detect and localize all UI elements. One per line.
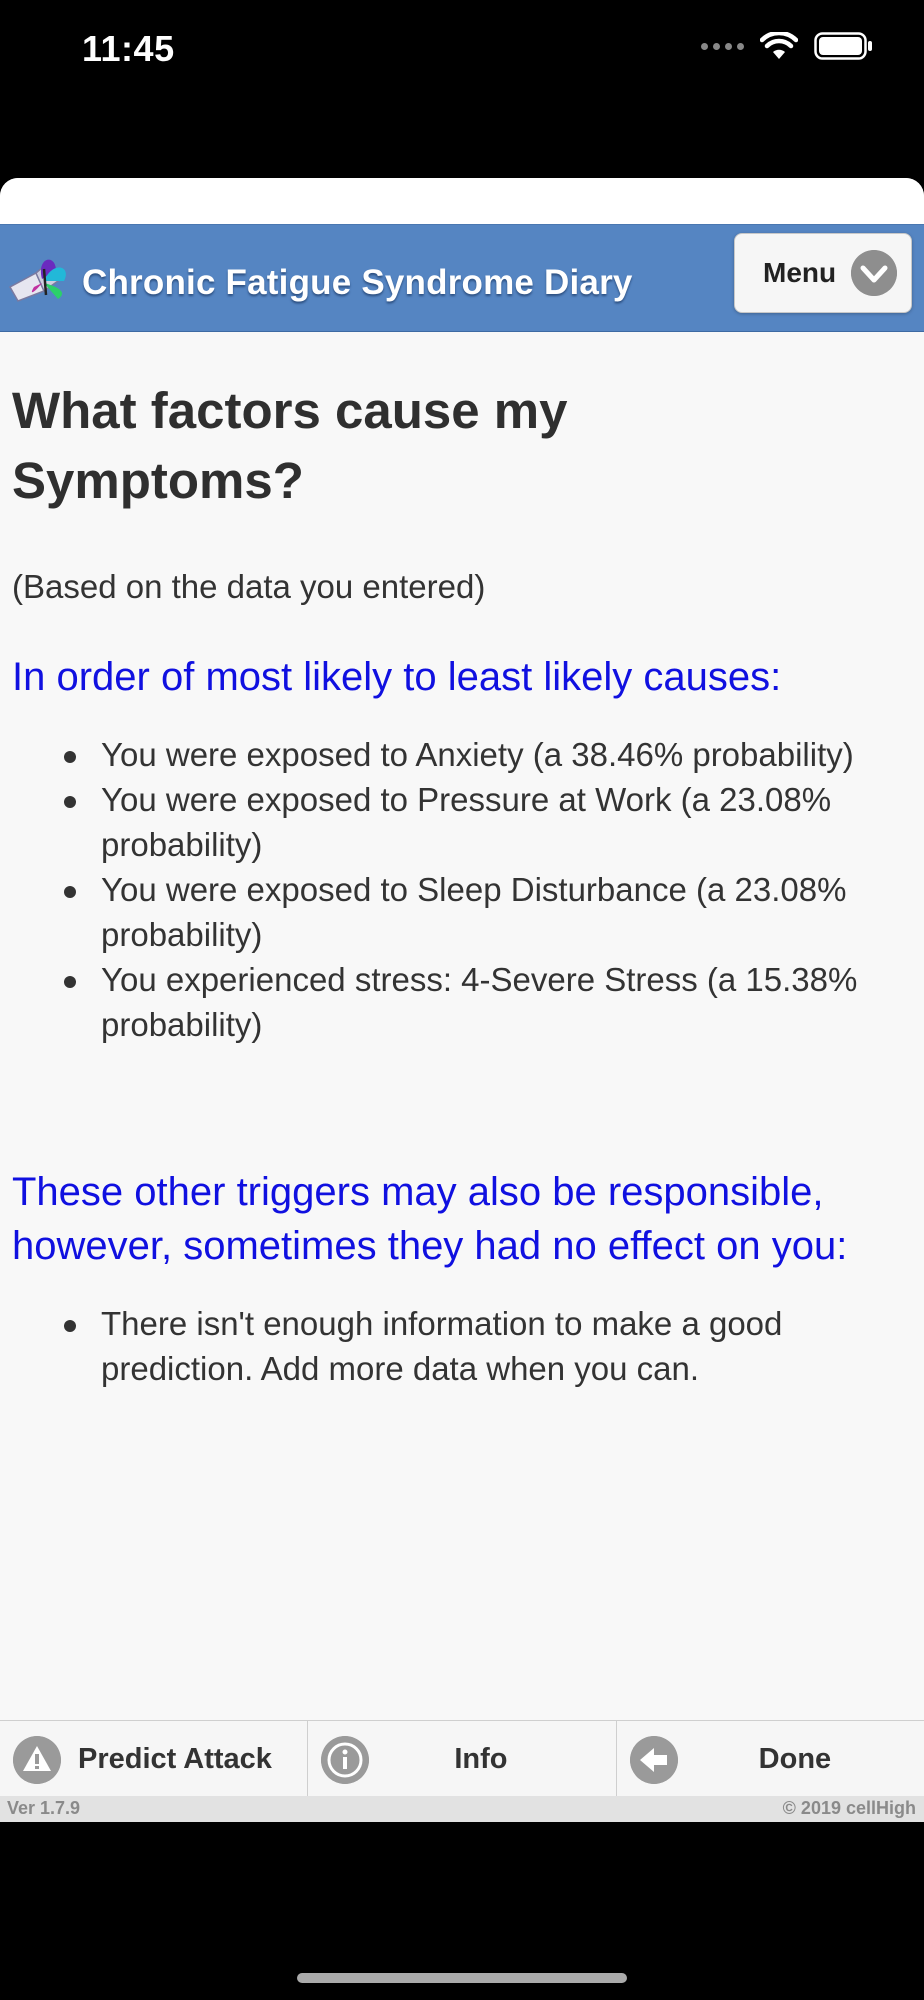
list-item: You experienced stress: 4-Severe Stress (a 15.38% probability) <box>12 957 912 1047</box>
app-sheet <box>0 178 924 1822</box>
page-title: What factors cause my Symptoms? <box>12 382 568 509</box>
footer-toolbar <box>0 1720 924 1797</box>
version-text: Ver 1.7.9 <box>7 1798 81 1818</box>
app-title: Chronic Fatigue Syndrome Diary <box>82 263 633 302</box>
status-time: 11:45 <box>82 28 175 69</box>
done-button[interactable] <box>617 1721 924 1797</box>
info-button[interactable] <box>308 1721 616 1797</box>
menu-button[interactable] <box>734 233 912 313</box>
other-triggers-heading: These other triggers may also be responsible, however, sometimes they had no effect on you: <box>12 1170 848 1268</box>
home-indicator[interactable] <box>297 1973 627 1983</box>
other-triggers-section <box>12 1165 912 1391</box>
predict-attack-label: Predict Attack <box>78 1743 272 1775</box>
status-icons <box>701 32 874 60</box>
info-label: Info <box>454 1743 508 1775</box>
version-bar <box>0 1796 924 1822</box>
page-subtitle: (Based on the data you entered) <box>12 568 486 605</box>
other-triggers-list <box>12 1301 912 1391</box>
likely-causes-heading: In order of most likely to least likely causes: <box>12 655 782 699</box>
done-label: Done <box>758 1743 832 1775</box>
sheet-top-strip <box>0 178 924 224</box>
app-header <box>0 224 924 332</box>
info-icon <box>321 1736 369 1784</box>
cellular-signal-icon <box>701 43 744 50</box>
list-item: You were exposed to Pressure at Work (a 23.08% probability) <box>12 777 912 867</box>
predict-attack-button[interactable] <box>0 1721 308 1797</box>
chevron-down-icon <box>851 250 897 296</box>
list-item: You were exposed to Sleep Disturbance (a 23.08% probability) <box>12 867 912 957</box>
menu-label: Menu <box>763 257 837 288</box>
copyright-text: © 2019 cellHigh <box>782 1798 916 1818</box>
warning-icon <box>13 1736 61 1784</box>
wifi-icon <box>760 32 798 60</box>
back-arrow-icon <box>630 1736 678 1784</box>
main-content <box>12 376 912 1391</box>
list-item: You were exposed to Anxiety (a 38.46% probability) <box>12 732 912 777</box>
butterfly-logo-icon <box>6 251 78 303</box>
status-bar <box>0 0 924 100</box>
list-item: There isn't enough information to make a good prediction. Add more data when you can. <box>12 1301 912 1391</box>
battery-icon <box>814 32 874 60</box>
likely-causes-list <box>12 732 912 1047</box>
